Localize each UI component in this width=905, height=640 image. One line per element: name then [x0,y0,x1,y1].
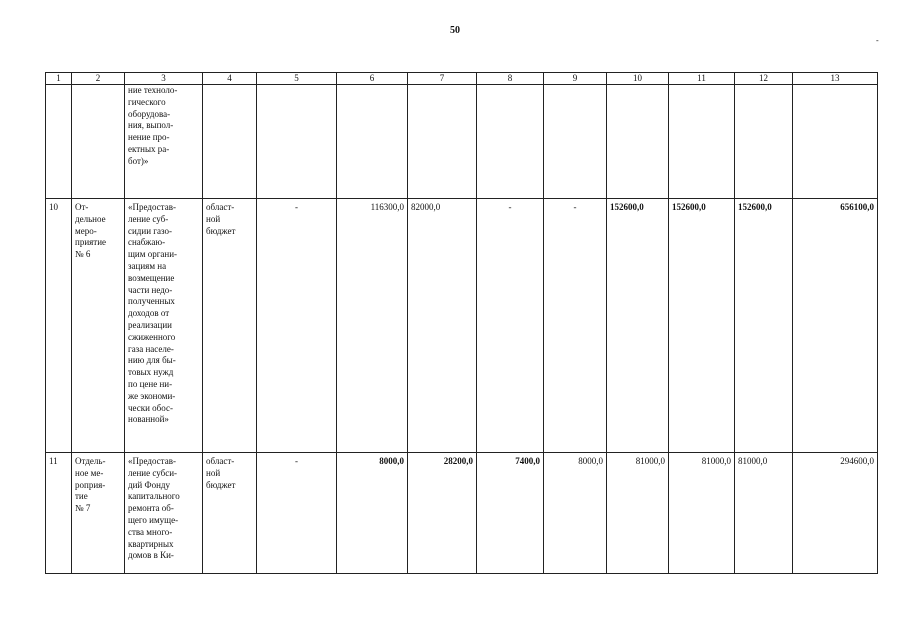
header-cell: 8 [477,73,544,85]
table-cell [477,85,544,199]
header-cell: 12 [735,73,793,85]
table-cell [408,85,477,199]
table-cell [669,85,735,199]
header-cell: 2 [72,73,125,85]
table-cell [72,85,125,199]
table-row-continuation [46,85,878,199]
header-cell: 7 [408,73,477,85]
header-cell: 3 [125,73,203,85]
header-cell: 9 [544,73,607,85]
value-cell-8: - [477,199,544,453]
header-cell: 4 [203,73,257,85]
source-cell: област- ной бюджет [203,199,257,453]
value-cell-12: 152600,0 [735,199,793,453]
corner-mark: - [876,36,879,45]
value-cell-13: 656100,0 [793,199,878,453]
header-cell: 6 [337,73,408,85]
event-cell: Отдель- ное ме- роприя- тие № 7 [72,453,125,574]
value-cell-13: 294600,0 [793,453,878,574]
budget-table [45,72,878,574]
value-cell-7: 28200,0 [408,453,477,574]
table-row [46,199,878,453]
table-cell [203,85,257,199]
value-cell-5: - [257,199,337,453]
header-cell: 5 [257,73,337,85]
table-cell [793,85,878,199]
description-cell: «Предостав- ление субси- дий Фонду капитального ремонта об- щего имуще- ства много- квартирных домов в Ки- [125,453,203,574]
page-number: 50 [450,25,460,36]
event-cell: От- дельное меро- приятие № 6 [72,199,125,453]
table-cell [46,85,72,199]
value-cell-11: 81000,0 [669,453,735,574]
value-cell-12: 81000,0 [735,453,793,574]
table-cell [607,85,669,199]
table-cell [544,85,607,199]
value-cell-6: 8000,0 [337,453,408,574]
header-cell: 1 [46,73,72,85]
value-cell-6: 116300,0 [337,199,408,453]
value-cell-5: - [257,453,337,574]
source-cell: област- ной бюджет [203,453,257,574]
value-cell-10: 152600,0 [607,199,669,453]
table-row [46,453,878,574]
table-header-row [46,73,878,85]
value-cell-9: 8000,0 [544,453,607,574]
row-number-cell: 11 [46,453,72,574]
value-cell-11: 152600,0 [669,199,735,453]
table-cell [257,85,337,199]
value-cell-8: 7400,0 [477,453,544,574]
value-cell-9: - [544,199,607,453]
header-cell: 10 [607,73,669,85]
description-cell: «Предостав- ление суб- сидии газо- снабжаю- щим органи- зациям на возмещение части недо- полученных доходов от реализации сжиженного газа населе- нию для бы- товых нужд по цене ни- же экономи- чески обос- нованной» [125,199,203,453]
description-cell: ние техноло- гического оборудова- ния, выпол- нение про- ектных ра- бот)» [125,85,203,199]
value-cell-10: 81000,0 [607,453,669,574]
table-cell [735,85,793,199]
table-cell [337,85,408,199]
header-cell: 11 [669,73,735,85]
row-number-cell: 10 [46,199,72,453]
value-cell-7: 82000,0 [408,199,477,453]
header-cell: 13 [793,73,878,85]
